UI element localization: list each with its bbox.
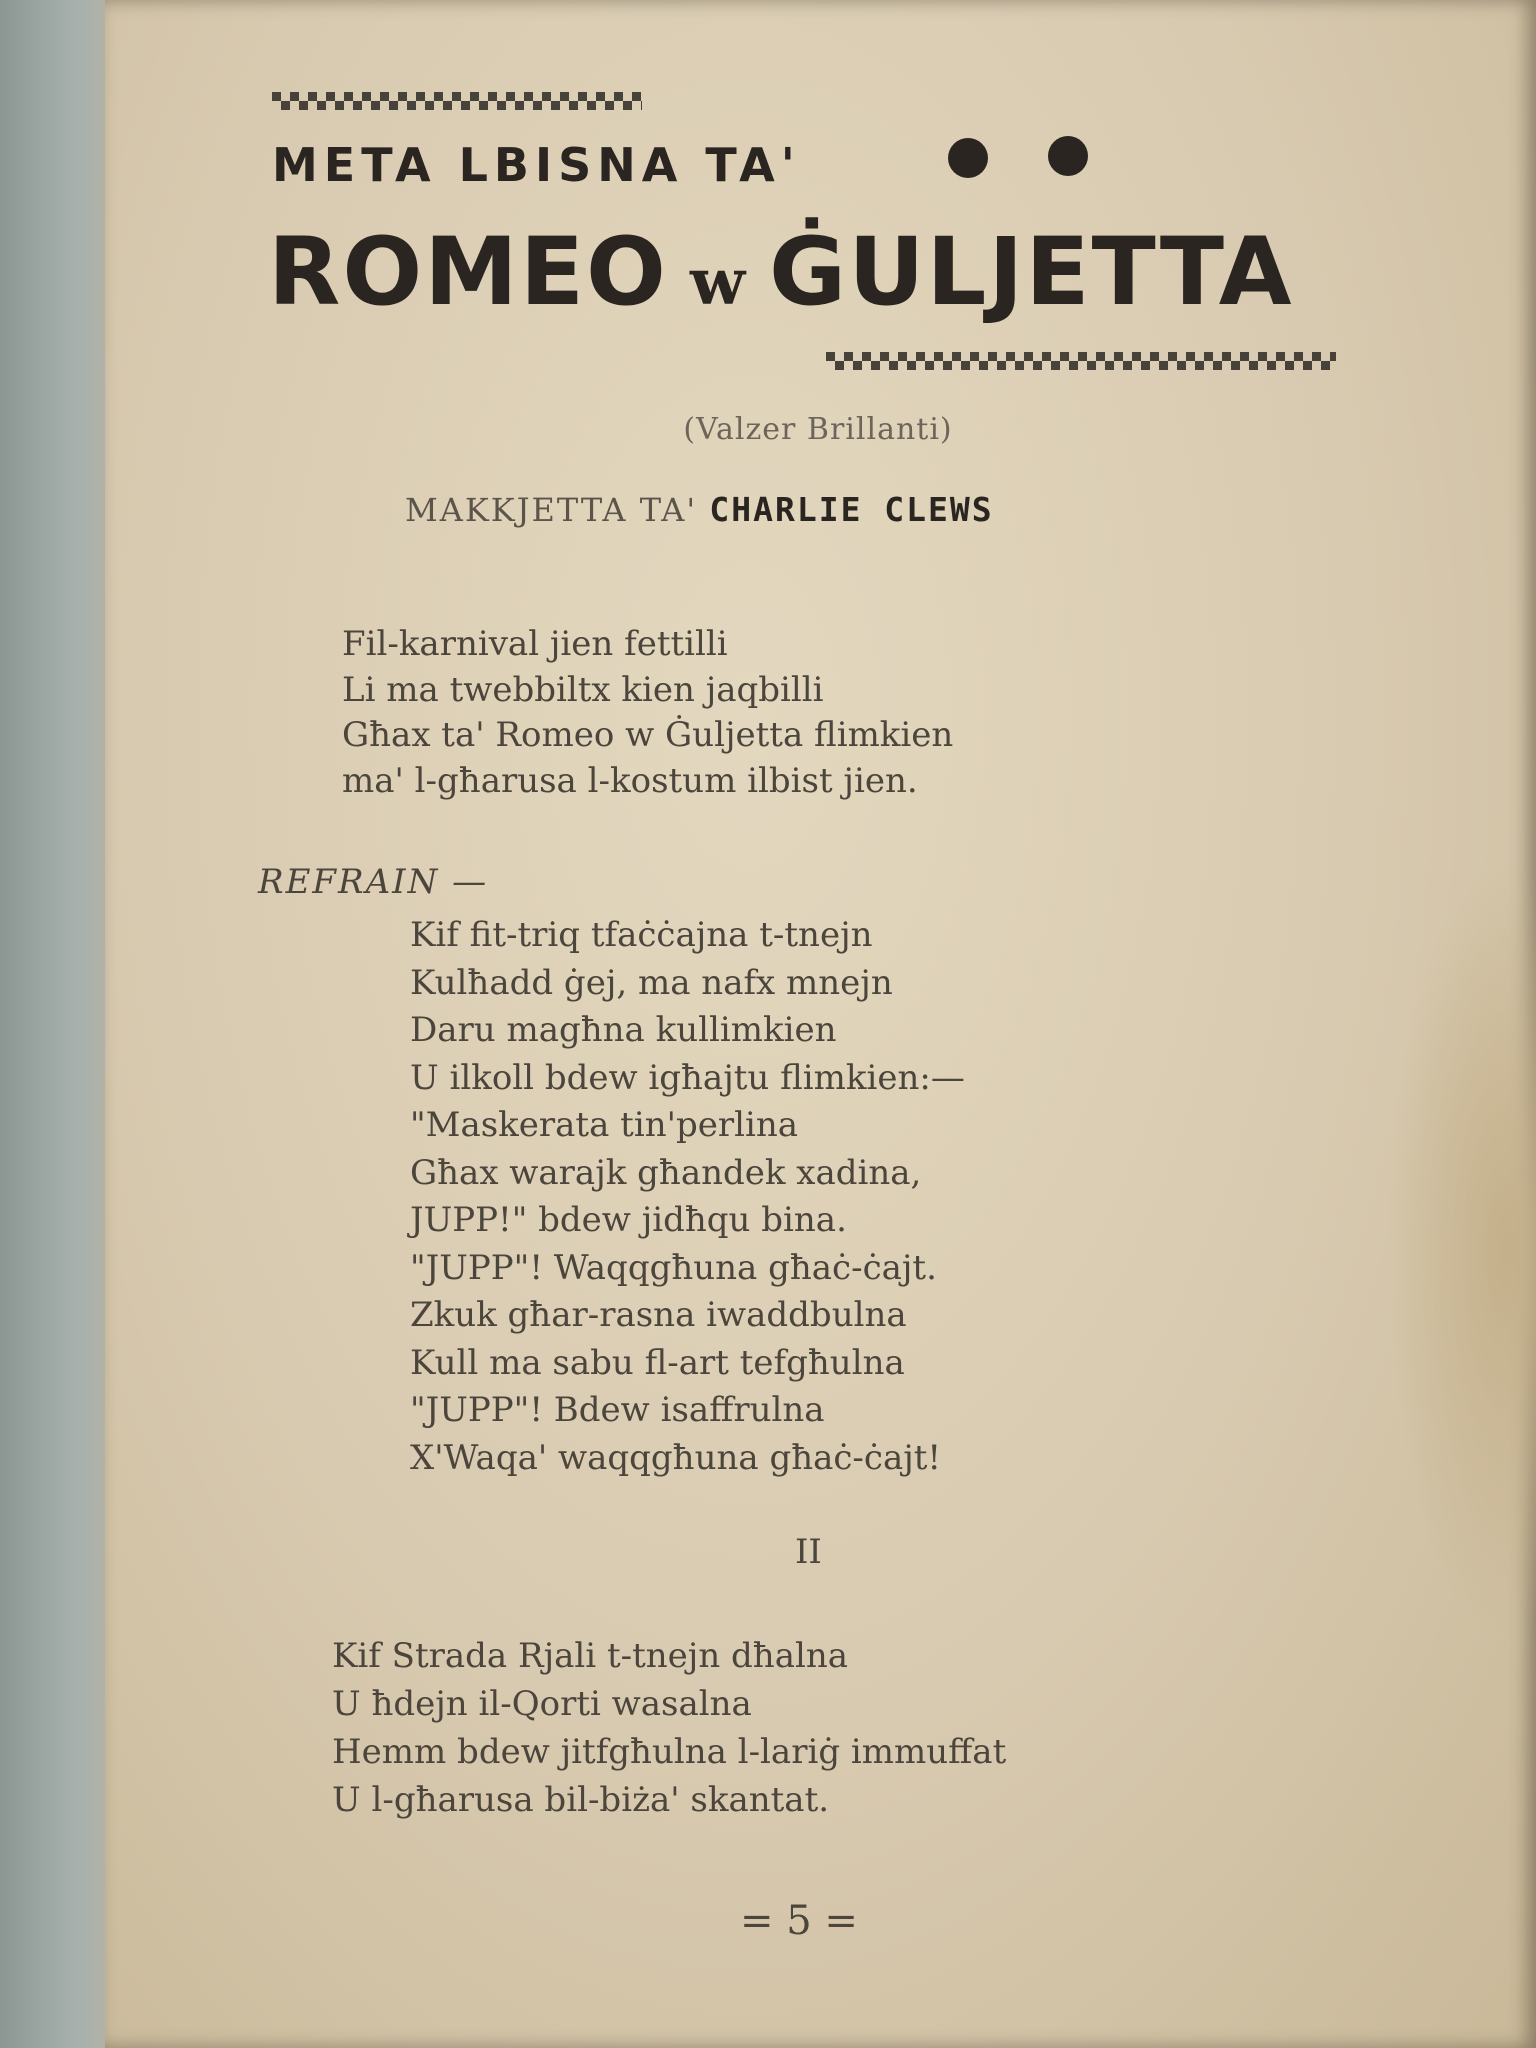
verse-line: Li ma twebbiltx kien jaqbilli [342,669,824,710]
refrain-line: JUPP!" bdew jidħqu bina. [410,1200,847,1240]
refrain-line: X'Waqa' waqqgħuna għaċ-ċajt! [410,1437,942,1478]
refrain-line: "JUPP"! Bdew isaffrulna [410,1390,825,1430]
verse-line: U l-għarusa bil-biża' skantat. [332,1780,830,1820]
title-w: w [689,245,748,320]
byline-author: CHARLIE CLEWS [709,490,994,529]
title-guljetta: ĠULJETTA [769,218,1294,327]
subtitle: (Valzer Brillanti) [683,412,953,447]
byline-prefix: MAKKJETTA TA' [405,491,698,529]
verse-2 [332,1632,1006,1824]
title-romeo: ROMEO [268,218,668,327]
water-stain [1386,860,1536,1640]
bottom-checker-rule [826,352,1336,370]
page-number: = 5 = [740,1898,858,1944]
section-numeral: II [795,1532,822,1572]
refrain-label: REFRAIN — [258,862,489,902]
verse-line: Għax ta' Romeo w Ġuljetta flimkien [342,715,954,755]
verse-1 [342,622,953,804]
refrain-line: Kull ma sabu fl-art tefgħulna [410,1342,905,1383]
refrain-line: "Maskerata tin'perlina [410,1105,798,1145]
refrain-line: "JUPP"! Waqqgħuna għaċ-ċajt. [410,1247,937,1288]
bullet-dot-2 [1048,136,1088,176]
refrain-line: Kulħadd ġej, ma nafx mnejn [410,962,893,1003]
pre-title: META LBISNA TA' [272,138,801,192]
refrain-line: Għax warajk għandek xadina, [410,1152,922,1193]
top-checker-rule [272,92,642,110]
byline [405,490,994,529]
song-title [268,218,1293,327]
verse-line: Fil-karnival jien fettilli [342,624,728,664]
verse-line: ma' l-għarusa l-kostum ilbist jien. [342,760,918,801]
verse-line: U ħdejn il-Qorti wasalna [332,1684,752,1724]
refrain-line: Zkuk għar-rasna iwaddbulna [410,1295,907,1335]
refrain-line: Kif fit-triq tfaċċajna t-tnejn [410,915,873,955]
verse-line: Hemm bdew jitfgħulna l-lariġ immuffat [332,1732,1007,1772]
bullet-dot-1 [948,138,988,178]
verse-line: Kif Strada Rjali t-tnejn dħalna [332,1636,849,1676]
refrain-lines [410,912,965,1482]
refrain-line: Daru magħna kullimkien [410,1010,837,1050]
refrain-line: U ilkoll bdew igħajtu flimkien:— [410,1057,965,1098]
